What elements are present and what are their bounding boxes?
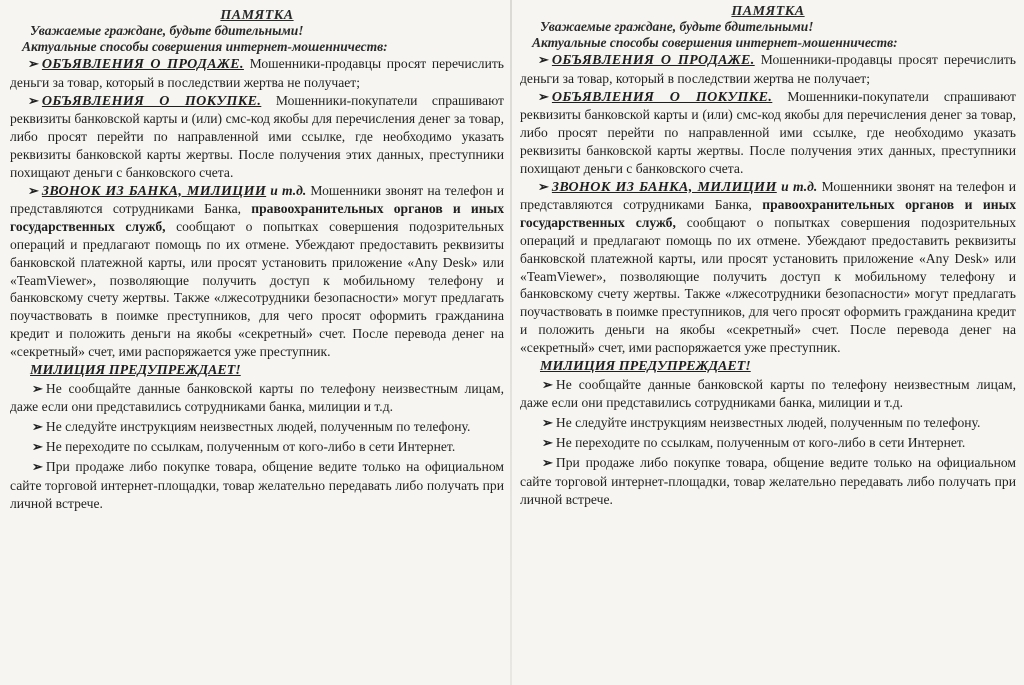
tip-item xyxy=(520,414,1016,432)
section-call xyxy=(520,178,1016,357)
memo-subtitle: Уважаемые граждане, будьте бдительными! xyxy=(540,19,814,34)
tip-text: При продаже либо покупке товара, общение ведите только на официальном сайте торговой интернет-площадки, товар желательно передавать либо получать при личной встрече. xyxy=(10,459,504,511)
arrow-icon: ➢ xyxy=(542,455,553,471)
tip-text: Не сообщайте данные банковской карты по телефону неизвестным лицам, даже если они представились сотрудниками банка, милиции и т.д. xyxy=(10,380,504,414)
memo-title: ПАМЯТКА xyxy=(731,4,805,19)
section-call-heading-tail: и т.д. xyxy=(270,182,307,198)
section-sale-heading: ОБЪЯВЛЕНИЯ О ПРОДАЖЕ. xyxy=(41,57,244,72)
memo-title: ПАМЯТКА xyxy=(220,8,294,23)
arrow-icon: ➢ xyxy=(32,418,43,434)
tip-text: Не следуйте инструкциям неизвестных людей, полученным по телефону. xyxy=(555,414,981,430)
arrow-icon: ➢ xyxy=(32,459,43,475)
section-purchase-text: Мошенники-покупатели спрашивают реквизиты банковской карты и (или) смс-код якобы для перечисления денег за товар, либо просят перейти по направленной ими ссылке, где необходимо указать реквизиты банковской карты жертвы. После получения этих данных, преступники похищают деньги с банковского счета. xyxy=(520,88,1016,176)
section-sale-heading: ОБЪЯВЛЕНИЯ О ПРОДАЖЕ. xyxy=(551,53,755,68)
arrow-icon: ➢ xyxy=(28,56,39,71)
warning-heading: МИЛИЦИЯ ПРЕДУПРЕЖДАЕТ! xyxy=(30,362,241,378)
section-sale-text: Мошенники-продавцы просят перечислить деньги за товар, который в последствии жертва не получает; xyxy=(520,52,1016,86)
arrow-icon: ➢ xyxy=(538,88,549,104)
tip-item xyxy=(10,380,504,416)
section-purchase-heading: ОБЪЯВЛЕНИЯ О ПОКУПКЕ. xyxy=(551,89,773,105)
memo-copy-right xyxy=(512,0,1024,685)
arrow-icon: ➢ xyxy=(28,182,39,198)
section-call-text-a: Мошенники звонят на телефон и представляются сотрудниками Банка, xyxy=(520,178,1016,213)
section-call-text-bold: правоохранительных органов и иных государственных служб, xyxy=(520,197,1016,231)
section-call-text-b: сообщают о попытках совершения подозрительных операций и предлагают помощь по их отмене. Убеждают предоставить реквизиты банковской платежной карты, или просят установить приложение «Any Desk» или «TeamViewer», позволяющие получить доступ к мобильному телефону и банковскому счету жертвы. Также «лжесотрудники безопасности» могут предлагать поучаствовать в поимке преступников, для чего просят оформить гражданина кредит и положить деньги на якобы «секретный» счет. После перевода денег на «секретный» счет, ими распоряжается уже преступник. xyxy=(520,215,1016,355)
section-purchase xyxy=(10,92,504,182)
memo-subtitle: Уважаемые граждане, будьте бдительными! xyxy=(30,23,304,38)
memo-subtitle-methods: Актуальные способы совершения интернет-мошенничеств: xyxy=(22,39,388,54)
section-purchase xyxy=(520,88,1016,178)
arrow-icon: ➢ xyxy=(538,52,549,67)
section-sale xyxy=(520,51,1016,88)
tip-text: При продаже либо покупке товара, общение ведите только на официальном сайте торговой интернет-площадки, товар желательно передавать либо получать при личной встрече. xyxy=(520,455,1016,507)
tip-item xyxy=(10,458,504,513)
arrow-icon: ➢ xyxy=(542,414,553,430)
tip-text: Не переходите по ссылкам, полученным от кого-либо в сети Интернет. xyxy=(555,435,966,451)
section-call-text-a: Мошенники звонят на телефон и представляются сотрудниками Банка, xyxy=(10,182,504,217)
arrow-icon: ➢ xyxy=(542,376,553,392)
section-call-text-bold: правоохранительных органов и иных государственных служб, xyxy=(10,201,504,235)
section-call-heading-tail: и т.д. xyxy=(781,178,818,194)
tip-item xyxy=(520,434,1016,452)
section-call-heading: ЗВОНОК ИЗ БАНКА, МИЛИЦИИ xyxy=(41,183,267,199)
memo-subtitle-methods: Актуальные способы совершения интернет-мошенничеств: xyxy=(532,35,898,50)
section-sale-text: Мошенники-продавцы просят перечислить деньги за товар, который в последствии жертва не получает; xyxy=(10,56,505,90)
section-purchase-text: Мошенники-покупатели спрашивают реквизиты банковской карты и (или) смс-код якобы для перечисления денег за товар, либо просят перейти по направленной ими ссылке, где необходимо указать реквизиты банковской карты жертвы. После получения этих данных, преступники похищают деньги с банковского счета. xyxy=(10,92,504,180)
section-sale xyxy=(10,55,504,92)
arrow-icon: ➢ xyxy=(28,92,39,108)
tip-item xyxy=(520,454,1016,509)
tip-item xyxy=(520,376,1016,412)
section-call-text-b: сообщают о попытках совершения подозрительных операций и предлагают помощь по их отмене. Убеждают предоставить реквизиты банковской платежной карты, или просят установить приложение «Any Desk» или «TeamViewer», позволяющие получить доступ к мобильному телефону и банковскому счету жертвы. Также «лжесотрудники безопасности» могут предлагать поучаствовать в поимке преступников, для чего просят оформить гражданина кредит и положить деньги на якобы «секретный» счет. После перевода денег на «секретный» счет, ими распоряжается уже преступник. xyxy=(10,219,504,359)
tip-text: Не сообщайте данные банковской карты по телефону неизвестным лицам, даже если они представились сотрудниками банка, милиции и т.д. xyxy=(520,376,1016,410)
tip-text: Не следуйте инструкциям неизвестных людей, полученным по телефону. xyxy=(45,418,471,434)
tip-text: Не переходите по ссылкам, полученным от кого-либо в сети Интернет. xyxy=(45,439,456,455)
tip-item xyxy=(10,438,504,456)
tip-item xyxy=(10,418,504,436)
warning-heading: МИЛИЦИЯ ПРЕДУПРЕЖДАЕТ! xyxy=(540,358,751,374)
arrow-icon: ➢ xyxy=(32,380,43,396)
arrow-icon: ➢ xyxy=(538,178,549,194)
arrow-icon: ➢ xyxy=(542,435,553,451)
section-purchase-heading: ОБЪЯВЛЕНИЯ О ПОКУПКЕ. xyxy=(41,93,262,109)
section-call xyxy=(10,182,504,361)
arrow-icon: ➢ xyxy=(32,439,43,455)
section-call-heading: ЗВОНОК ИЗ БАНКА, МИЛИЦИИ xyxy=(551,179,777,195)
